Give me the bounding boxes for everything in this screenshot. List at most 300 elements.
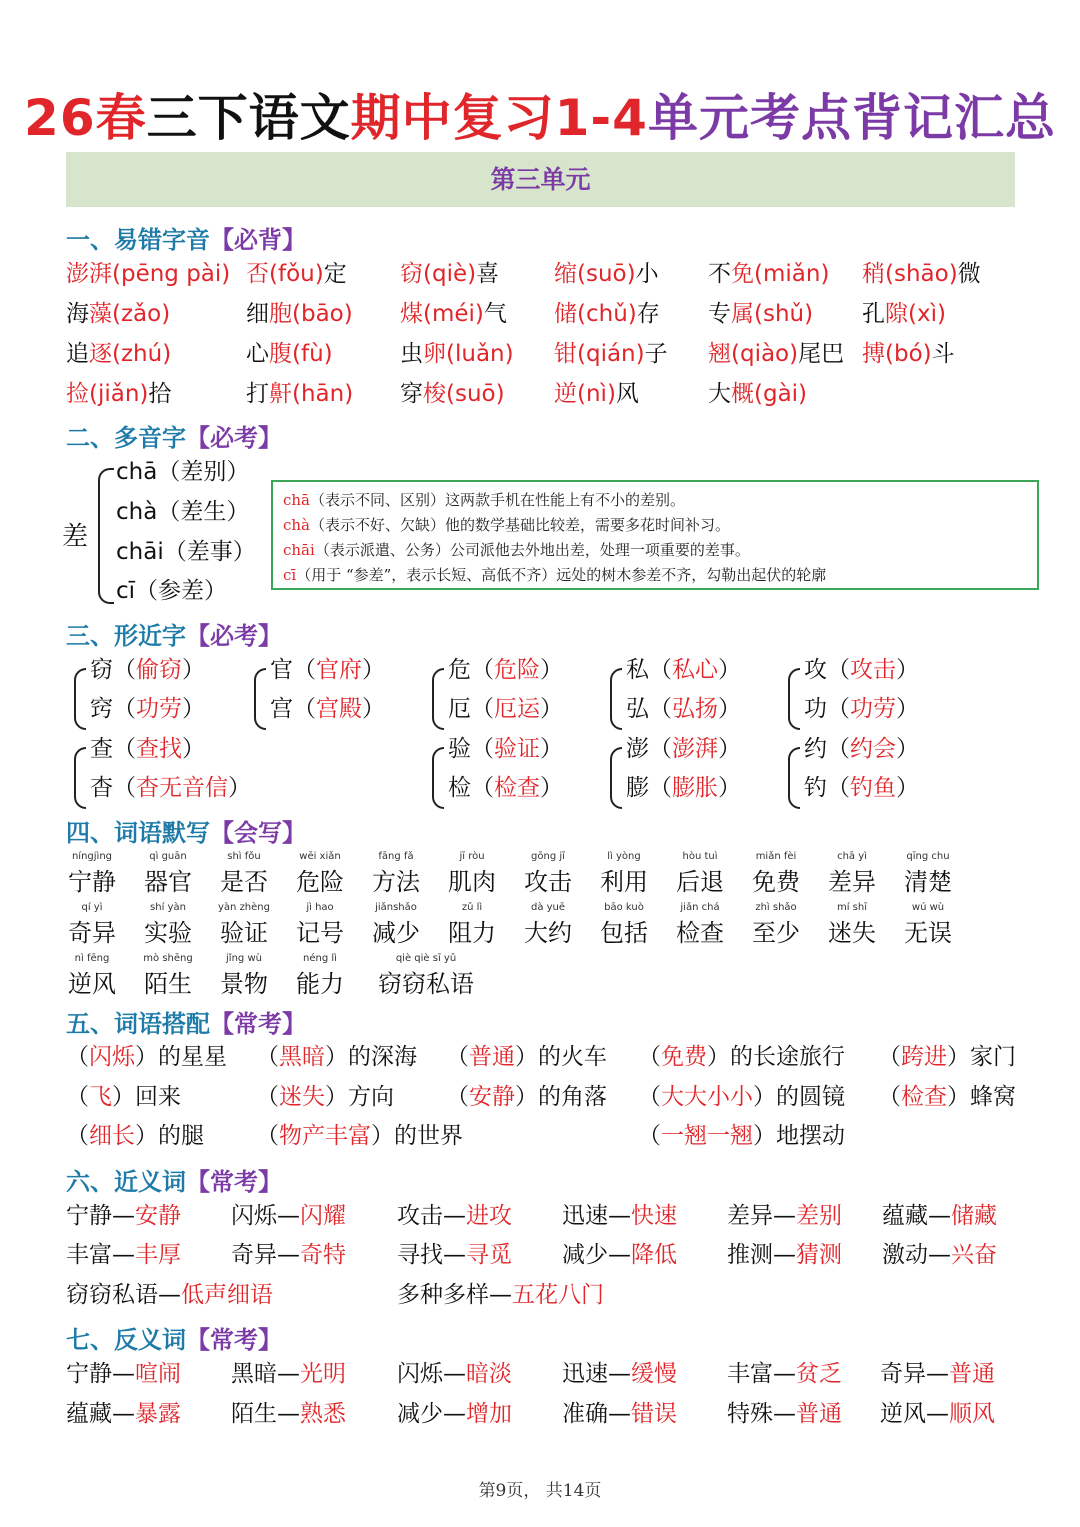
similar-char: 窍 xyxy=(90,696,113,722)
pronunciation-item xyxy=(708,340,844,368)
paren: ） xyxy=(515,1044,538,1070)
pronunciation-item xyxy=(862,340,955,368)
item-pinyin: 否(fǒu) xyxy=(246,261,324,287)
item-suffix: 小 xyxy=(635,261,659,287)
vocab-pinyin: lì yòng xyxy=(607,851,641,862)
paren: ） xyxy=(112,1084,135,1110)
polyphone-reading: chāi（差事） xyxy=(116,539,256,565)
item-pinyin: 澎湃(pēng pài) xyxy=(66,261,231,287)
item-suffix: 微 xyxy=(957,261,981,287)
pair-answer: 寻觅 xyxy=(466,1242,512,1268)
pronunciation-item xyxy=(66,300,170,328)
item-pinyin: 藻(zǎo) xyxy=(89,301,171,327)
section-6-heading xyxy=(66,1162,282,1197)
item-pinyin: 稍(shāo) xyxy=(862,261,958,287)
item-prefix: 海 xyxy=(66,301,89,327)
item-pinyin: 煤(méi) xyxy=(400,301,484,327)
vocab-pinyin: miǎn fèi xyxy=(755,851,797,862)
similar-word: 约会 xyxy=(850,736,896,762)
pair-word: 推测 xyxy=(727,1242,773,1268)
pronunciation-item xyxy=(66,260,230,288)
paren: ） xyxy=(896,696,919,722)
vocab-chars: 清楚 xyxy=(904,868,952,896)
similar-char: 澎 xyxy=(626,736,649,762)
pair-dash: — xyxy=(928,1242,951,1268)
similar-char-brace xyxy=(610,747,622,809)
pronunciation-item xyxy=(400,380,505,408)
item-prefix: 大 xyxy=(708,381,731,407)
similar-word: 弘扬 xyxy=(672,696,718,722)
pair-answer: 猜测 xyxy=(796,1242,842,1268)
section-7-tag: 【常考】 xyxy=(186,1326,282,1354)
item-prefix: 细 xyxy=(246,301,269,327)
similar-word: 危险 xyxy=(494,657,540,683)
paren: ） xyxy=(182,657,205,683)
vocab-pinyin: wēi xiǎn xyxy=(299,851,341,862)
vocab-word xyxy=(290,902,350,948)
collocation-fill: 细长 xyxy=(89,1123,135,1149)
collocation-rest: 的火车 xyxy=(538,1044,607,1070)
pair-answer: 错误 xyxy=(631,1401,677,1427)
note-text: （用于 “参差”，表示长短、高低不齐）远处的树木参差不齐，勾勒出起伏的轮廓 xyxy=(296,566,827,584)
vocab-chars: 后退 xyxy=(676,868,724,896)
vocab-pinyin: mí shī xyxy=(836,902,868,913)
pair-answer: 闪耀 xyxy=(300,1203,346,1229)
vocab-word xyxy=(366,902,426,948)
similar-char-item xyxy=(270,656,385,684)
note-text: （表示不同、区别）这两款手机在性能上有不小的差别。 xyxy=(310,491,686,509)
paren: ） xyxy=(707,1044,730,1070)
paren: ） xyxy=(540,696,563,722)
item-suffix: 子 xyxy=(644,341,668,367)
vocab-pinyin: qí yì xyxy=(81,902,103,913)
pair-answer: 进攻 xyxy=(466,1203,512,1229)
pair-dash: — xyxy=(928,1203,951,1229)
vocab-word xyxy=(138,851,198,897)
unit-banner: 第三单元 xyxy=(66,152,1015,207)
vocab-pinyin: nì fēng xyxy=(74,953,110,964)
collocation-rest: 的圆镜 xyxy=(776,1084,845,1110)
collocation-rest: 蜂窝 xyxy=(970,1084,1016,1110)
paren: ） xyxy=(371,1123,394,1149)
paren: ） xyxy=(896,736,919,762)
collocation-rest: 方向 xyxy=(348,1084,394,1110)
collocation-item xyxy=(878,1043,1016,1071)
item-pinyin: 隙(xì) xyxy=(885,301,946,327)
synonym-pair xyxy=(397,1281,604,1309)
paren: （ xyxy=(471,775,494,801)
vocab-pinyin: yàn zhèng xyxy=(218,902,270,913)
item-prefix: 穿 xyxy=(400,381,423,407)
vocab-word xyxy=(746,902,806,948)
similar-char-item xyxy=(448,774,563,802)
vocab-word xyxy=(62,953,122,999)
polyphone-reading: chā（差别） xyxy=(116,459,250,485)
pair-dash: — xyxy=(277,1203,300,1229)
synonym-pair xyxy=(562,1241,677,1269)
item-pinyin: 逆(nì) xyxy=(554,381,616,407)
vocab-word xyxy=(594,851,654,897)
item-pinyin: 缩(suō) xyxy=(554,261,636,287)
collocation-item xyxy=(446,1043,607,1071)
paren: （ xyxy=(471,657,494,683)
similar-char: 杳 xyxy=(90,775,113,801)
section-4-heading xyxy=(66,813,306,848)
similar-char: 官 xyxy=(270,657,293,683)
similar-word: 攻击 xyxy=(850,657,896,683)
vocab-pinyin: fāng fǎ xyxy=(378,851,414,862)
paren: ） xyxy=(718,657,741,683)
vocab-word xyxy=(214,902,274,948)
similar-word: 验证 xyxy=(494,736,540,762)
similar-char-brace xyxy=(610,668,622,730)
collocation-rest: 的深海 xyxy=(348,1044,417,1070)
similar-word: 功劳 xyxy=(136,696,182,722)
vocab-word xyxy=(214,953,274,999)
section-1-title: 一、易错字音 xyxy=(66,226,210,254)
pair-dash: — xyxy=(773,1361,796,1387)
vocab-chars: 器官 xyxy=(144,868,192,896)
item-prefix: 专 xyxy=(708,301,731,327)
paren: ） xyxy=(896,657,919,683)
vocab-pinyin: dà yuē xyxy=(530,902,566,913)
pair-dash: — xyxy=(443,1242,466,1268)
paren: （ xyxy=(878,1044,901,1070)
pair-answer: 熟悉 xyxy=(300,1401,346,1427)
similar-char: 验 xyxy=(448,736,471,762)
similar-char-item xyxy=(804,735,919,763)
pair-answer: 顺风 xyxy=(949,1401,995,1427)
similar-char-item xyxy=(804,656,919,684)
pair-dash: — xyxy=(608,1401,631,1427)
vocab-chars: 攻击 xyxy=(524,868,572,896)
vocab-chars: 奇异 xyxy=(68,919,116,947)
paren: （ xyxy=(113,696,136,722)
paren: ） xyxy=(718,696,741,722)
pair-word: 迅速 xyxy=(562,1361,608,1387)
collocation-item xyxy=(256,1083,394,1111)
paren: ） xyxy=(718,736,741,762)
collocation-fill: 迷失 xyxy=(279,1084,325,1110)
antonym-pair xyxy=(562,1400,677,1428)
paren: （ xyxy=(256,1044,279,1070)
collocation-rest: 的长途旅行 xyxy=(730,1044,845,1070)
item-suffix: 喜 xyxy=(476,261,500,287)
vocab-chars: 肌肉 xyxy=(448,868,496,896)
title-part-2: 三下语文 xyxy=(146,89,351,147)
pair-word: 黑暗 xyxy=(231,1361,277,1387)
vocab-chars: 大约 xyxy=(524,919,572,947)
item-pinyin: 卵(luǎn) xyxy=(423,341,514,367)
pronunciation-item xyxy=(246,340,333,368)
vocab-pinyin: níngjìng xyxy=(71,851,113,862)
pair-dash: — xyxy=(608,1361,631,1387)
item-pinyin: 捡(jiǎn) xyxy=(66,381,149,407)
vocab-chars: 至少 xyxy=(752,919,800,947)
vocab-pinyin: qiè qiè sī yǔ xyxy=(395,953,457,964)
vocab-chars: 减少 xyxy=(372,919,420,947)
pair-answer: 喧闹 xyxy=(135,1361,181,1387)
pair-answer: 普通 xyxy=(796,1401,842,1427)
vocab-chars: 验证 xyxy=(220,919,268,947)
pair-word: 迅速 xyxy=(562,1203,608,1229)
vocab-chars: 免费 xyxy=(752,868,800,896)
collocation-item xyxy=(638,1083,845,1111)
similar-char-brace xyxy=(788,668,800,730)
section-3-tag: 【必考】 xyxy=(186,622,282,650)
vocab-pinyin: jǐng wù xyxy=(226,953,262,964)
pair-answer: 差别 xyxy=(796,1203,842,1229)
paren: ） xyxy=(540,775,563,801)
similar-char-item xyxy=(626,656,741,684)
pair-dash: — xyxy=(926,1361,949,1387)
similar-char-item xyxy=(90,656,205,684)
vocab-pinyin: jiǎnshǎo xyxy=(375,902,417,913)
item-pinyin: 窃(qiè) xyxy=(400,261,477,287)
collocation-rest: 家门 xyxy=(970,1044,1016,1070)
pair-dash: — xyxy=(112,1361,135,1387)
collocation-fill: 大大小小 xyxy=(661,1084,753,1110)
collocation-fill: 一翘一翘 xyxy=(661,1123,753,1149)
similar-char: 私 xyxy=(626,657,649,683)
vocab-pinyin: jī ròu xyxy=(459,851,485,862)
synonym-pair xyxy=(66,1281,273,1309)
title-part-1: 26春 xyxy=(24,89,147,147)
vocab-word xyxy=(138,902,198,948)
item-prefix: 不 xyxy=(708,261,731,287)
paren: （ xyxy=(827,657,850,683)
pair-answer: 五花八门 xyxy=(512,1282,604,1308)
antonym-pair xyxy=(231,1360,346,1388)
paren: （ xyxy=(471,696,494,722)
item-suffix: 气 xyxy=(483,301,507,327)
paren: （ xyxy=(446,1084,469,1110)
collocation-fill: 飞 xyxy=(89,1084,112,1110)
pair-dash: — xyxy=(489,1282,512,1308)
vocab-chars: 是否 xyxy=(220,868,268,896)
vocab-pinyin: jì hao xyxy=(306,902,334,913)
paren: ） xyxy=(362,696,385,722)
antonym-pair xyxy=(231,1400,346,1428)
item-pinyin: 免(miǎn) xyxy=(731,261,830,287)
pair-answer: 安静 xyxy=(135,1203,181,1229)
vocab-pinyin: shí yàn xyxy=(150,902,186,913)
item-pinyin: 逐(zhú) xyxy=(89,341,172,367)
vocab-chars: 检查 xyxy=(676,919,724,947)
page-title xyxy=(0,78,1080,150)
similar-word: 偷窃 xyxy=(136,657,182,683)
paren: ） xyxy=(362,657,385,683)
collocation-fill: 物产丰富 xyxy=(279,1123,371,1149)
collocation-rest: 的星星 xyxy=(158,1044,227,1070)
paren: （ xyxy=(827,775,850,801)
vocab-word xyxy=(290,851,350,897)
similar-char-item xyxy=(90,774,251,802)
pair-word: 宁静 xyxy=(66,1361,112,1387)
polyphone-reading: chà（差生） xyxy=(116,499,250,525)
polyphone-char: 差 xyxy=(62,522,89,552)
vocab-word xyxy=(670,902,730,948)
item-pinyin: 胞(bāo) xyxy=(269,301,353,327)
paren: （ xyxy=(649,657,672,683)
pronunciation-item xyxy=(246,260,347,288)
synonym-pair xyxy=(231,1241,346,1269)
synonym-pair xyxy=(397,1202,512,1230)
similar-char-item xyxy=(626,774,741,802)
paren: ） xyxy=(540,736,563,762)
pair-answer: 降低 xyxy=(631,1242,677,1268)
vocab-chars: 阻力 xyxy=(448,919,496,947)
pair-word: 宁静 xyxy=(66,1203,112,1229)
pair-word: 蕴藏 xyxy=(66,1401,112,1427)
pair-word: 特殊 xyxy=(727,1401,773,1427)
section-1-tag: 【必背】 xyxy=(210,226,306,254)
similar-char-brace xyxy=(788,747,800,809)
collocation-rest: 回来 xyxy=(135,1084,181,1110)
pronunciation-item xyxy=(708,260,829,288)
item-suffix: 尾巴 xyxy=(798,341,845,367)
similar-word: 查找 xyxy=(136,736,182,762)
collocation-fill: 跨进 xyxy=(901,1044,947,1070)
similar-word: 官府 xyxy=(316,657,362,683)
synonym-pair xyxy=(562,1202,677,1230)
similar-char-brace xyxy=(432,747,444,809)
paren: （ xyxy=(649,736,672,762)
vocab-chars: 陌生 xyxy=(144,970,192,998)
pair-word: 闪烁 xyxy=(231,1203,277,1229)
similar-char-item xyxy=(804,774,919,802)
vocab-word xyxy=(138,953,198,999)
vocab-chars: 利用 xyxy=(600,868,648,896)
paren: ） xyxy=(947,1084,970,1110)
similar-char-item xyxy=(626,735,741,763)
pair-dash: — xyxy=(608,1203,631,1229)
pronunciation-item xyxy=(862,300,946,328)
vocab-pinyin: gōng jī xyxy=(531,851,565,862)
title-part-4: 1-4 xyxy=(554,89,648,147)
section-2-tag: 【必考】 xyxy=(186,424,282,452)
vocab-chars: 景物 xyxy=(220,970,268,998)
note-line xyxy=(283,488,1027,513)
pair-word: 丰富 xyxy=(66,1242,112,1268)
pair-word: 减少 xyxy=(562,1242,608,1268)
collocation-fill: 免费 xyxy=(661,1044,707,1070)
note-line xyxy=(283,563,1027,588)
vocab-pinyin: hòu tuì xyxy=(682,851,718,862)
synonym-pair xyxy=(727,1241,842,1269)
vocab-word xyxy=(62,851,122,897)
similar-char-brace xyxy=(74,668,86,730)
paren: （ xyxy=(293,696,316,722)
similar-char: 约 xyxy=(804,736,827,762)
pair-word: 奇异 xyxy=(880,1361,926,1387)
vocab-word xyxy=(518,902,578,948)
similar-char-item xyxy=(270,695,385,723)
section-4-title: 四、词语默写 xyxy=(66,819,210,847)
pronunciation-item xyxy=(66,340,171,368)
collocation-item xyxy=(878,1083,1016,1111)
pair-dash: — xyxy=(608,1242,631,1268)
note-pinyin: chā xyxy=(283,491,311,509)
paren: （ xyxy=(256,1123,279,1149)
pair-word: 蕴藏 xyxy=(882,1203,928,1229)
paren: （ xyxy=(471,736,494,762)
item-pinyin: 搏(bó) xyxy=(862,341,932,367)
vocab-word xyxy=(898,902,958,948)
paren: ） xyxy=(947,1044,970,1070)
collocation-item xyxy=(66,1122,204,1150)
section-5-tag: 【常考】 xyxy=(210,1010,306,1038)
synonym-pair xyxy=(397,1241,512,1269)
vocab-pinyin: bāo kuò xyxy=(604,902,644,913)
antonym-pair xyxy=(397,1400,512,1428)
item-suffix: 存 xyxy=(636,301,660,327)
section-7-heading xyxy=(66,1320,282,1355)
similar-word: 私心 xyxy=(672,657,718,683)
note-line xyxy=(283,513,1027,538)
paren: ） xyxy=(135,1044,158,1070)
synonym-pair xyxy=(882,1202,997,1230)
item-prefix: 孔 xyxy=(862,301,885,327)
paren: （ xyxy=(638,1123,661,1149)
pair-dash: — xyxy=(277,1361,300,1387)
synonym-pair xyxy=(66,1241,181,1269)
vocab-word xyxy=(366,851,426,897)
item-prefix: 打 xyxy=(246,381,269,407)
pair-dash: — xyxy=(926,1401,949,1427)
antonym-pair xyxy=(66,1360,181,1388)
collocation-rest: 地摆动 xyxy=(776,1123,845,1149)
pronunciation-item xyxy=(862,260,981,288)
pair-dash: — xyxy=(773,1401,796,1427)
similar-char: 查 xyxy=(90,736,113,762)
similar-char: 危 xyxy=(448,657,471,683)
vocab-chars: 逆风 xyxy=(68,970,116,998)
pair-dash: — xyxy=(112,1203,135,1229)
pair-dash: — xyxy=(443,1401,466,1427)
item-suffix: 定 xyxy=(323,261,347,287)
similar-char-item xyxy=(90,695,205,723)
vocab-pinyin: shì fǒu xyxy=(227,851,261,862)
pair-dash: — xyxy=(443,1361,466,1387)
antonym-pair xyxy=(562,1360,677,1388)
paren: （ xyxy=(878,1084,901,1110)
similar-char-item xyxy=(448,656,563,684)
collocation-fill: 检查 xyxy=(901,1084,947,1110)
pair-word: 激动 xyxy=(882,1242,928,1268)
collocation-rest: 的腿 xyxy=(158,1123,204,1149)
item-pinyin: 翘(qiào) xyxy=(708,341,799,367)
vocab-word xyxy=(518,851,578,897)
paren: （ xyxy=(66,1044,89,1070)
pair-answer: 普通 xyxy=(949,1361,995,1387)
pair-answer: 缓慢 xyxy=(631,1361,677,1387)
pronunciation-item xyxy=(554,380,639,408)
section-6-title: 六、近义词 xyxy=(66,1168,186,1196)
antonym-pair xyxy=(727,1360,842,1388)
similar-char: 宫 xyxy=(270,696,293,722)
pair-answer: 暴露 xyxy=(135,1401,181,1427)
similar-char-item xyxy=(804,695,919,723)
item-pinyin: 属(shǔ) xyxy=(731,301,814,327)
section-3-heading xyxy=(66,616,282,651)
similar-char-item xyxy=(448,735,563,763)
paren: （ xyxy=(256,1084,279,1110)
paren: ） xyxy=(896,775,919,801)
antonym-pair xyxy=(397,1360,512,1388)
vocab-pinyin: qīng chu xyxy=(906,851,950,862)
paren: （ xyxy=(446,1044,469,1070)
